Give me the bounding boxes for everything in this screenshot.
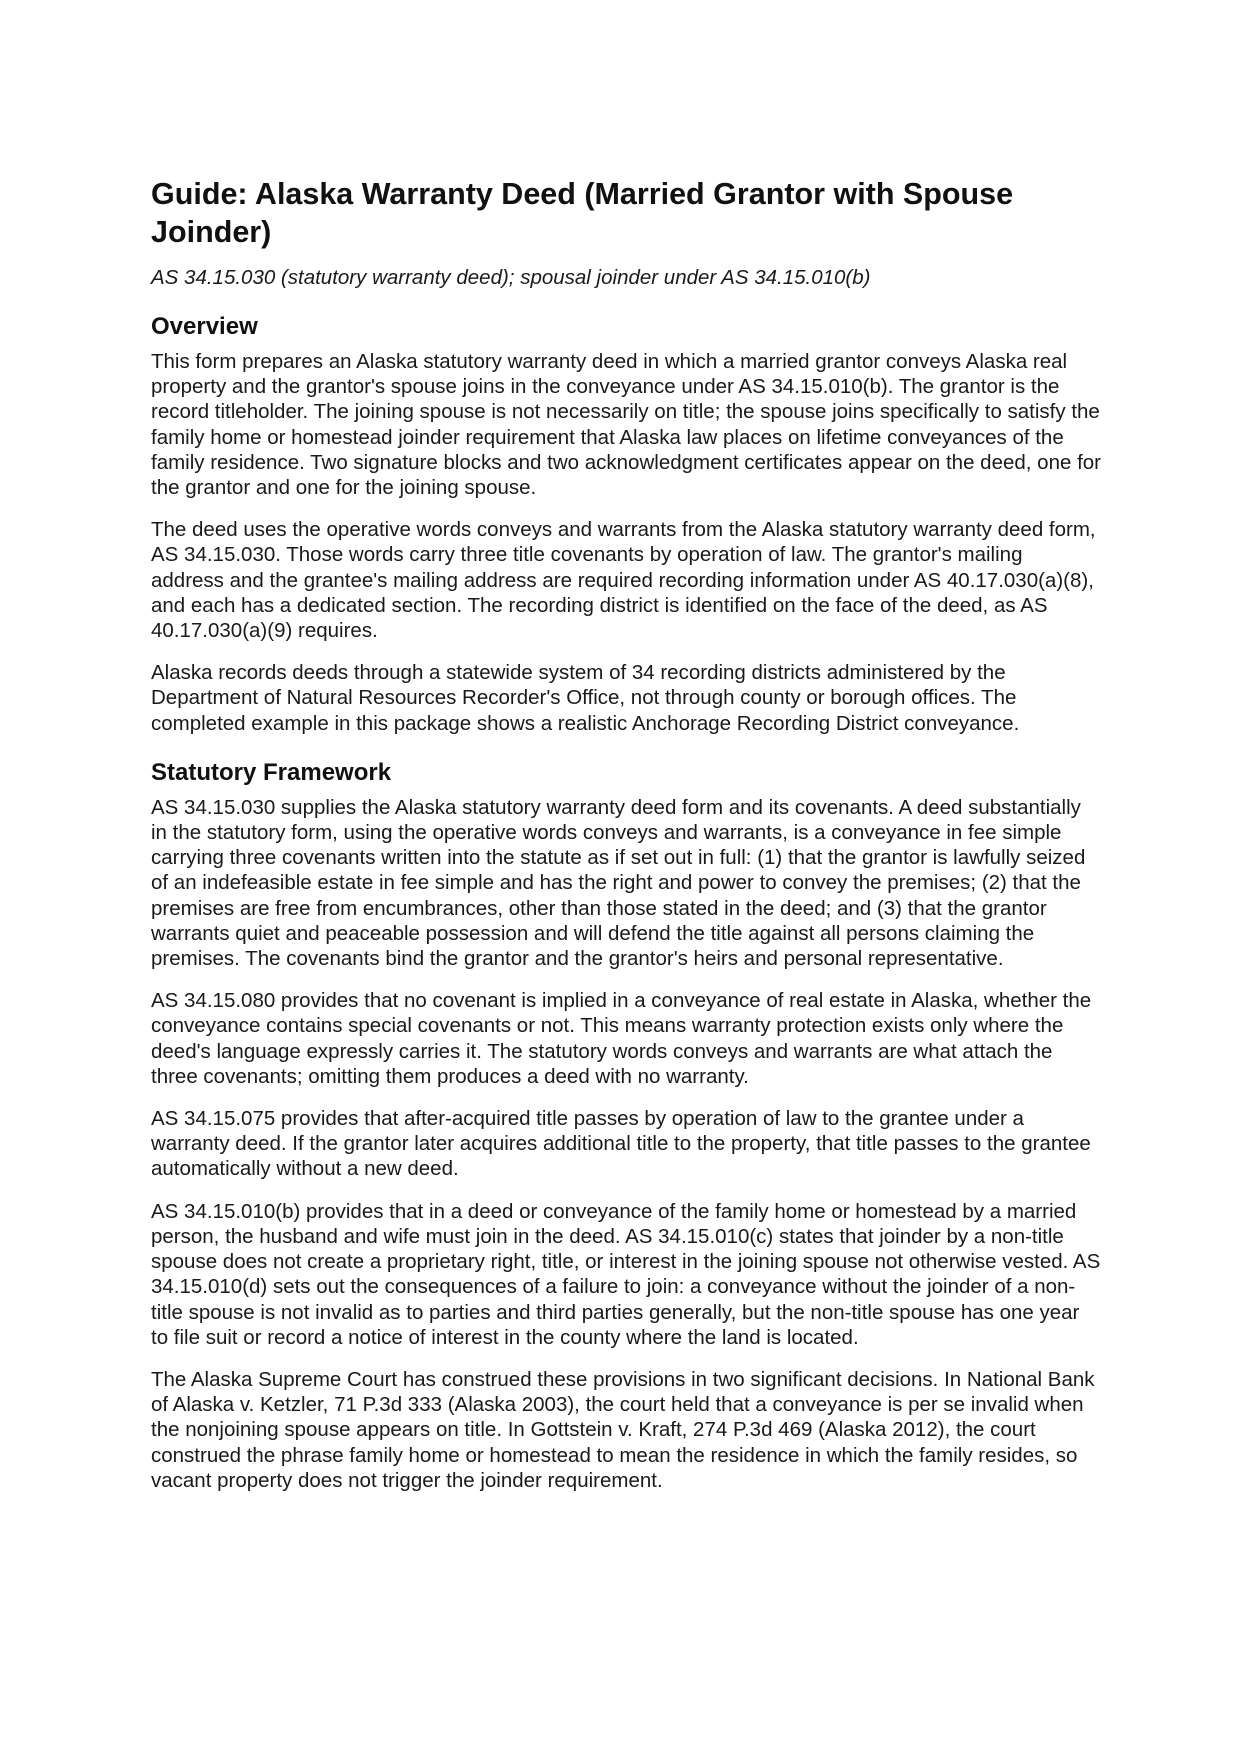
document-title: Guide: Alaska Warranty Deed (Married Grantor with Spouse Joinder) — [151, 177, 1014, 249]
section-overview — [151, 312, 1101, 736]
section-heading-overview: Overview — [151, 313, 258, 340]
overview-paragraph-1: This form prepares an Alaska statutory warranty deed in which a married grantor conveys Alaska real property and the grantor's spouse joins in the conveyance under AS 34.15.010(b). The grantor is the record titleholder. The joining spouse is not necessarily on title; the spouse joins specifically to satisfy the family home or homestead joinder requirement that Alaska law places on lifetime conveyances of the family residence. Two signature blocks and two acknowledgment certificates appear on the deed, one for the grantor and one for the joining spouse. — [151, 350, 1101, 500]
section-heading-statutory-framework: Statutory Framework — [151, 758, 392, 786]
overview-paragraph-2: The deed uses the operative words conveys and warrants from the Alaska statutory warranty deed form, AS 34.15.030. Those words carry three title covenants by operation of law. The grantor's mailing address and the grantee's mailing address are required recording information under AS 40.17.030(a)(8), and each has a dedicated section. The recording district is identified on the face of the deed, as AS 40.17.030(a)(9) requires. — [151, 518, 1096, 643]
framework-paragraph-4: AS 34.15.010(b) provides that in a deed or conveyance of the family home or homestead by a married person, the husband and wife must join in the deed. AS 34.15.010(c) states that joinder by a non-title spouse does not create a proprietary right, title, or interest in the joining spouse not otherwise vested. AS 34.15.010(d) sets out the consequences of a failure to join: a conveyance without the joinder of a non-title spouse is not invalid as to parties and third parties generally, but the non-title spouse has one year to file suit or record a notice of interest in the county where the land is located. — [151, 1199, 1101, 1349]
framework-paragraph-5: The Alaska Supreme Court has construed these provisions in two significant decisions. In National Bank of Alaska v. Ketzler, 71 P.3d 333 (Alaska 2003), the court held that a conveyance is per se invalid when the nonjoining spouse appears on title. In Gottstein v. Kraft, 274 P.3d 469 (Alaska 2012), the court construed the phrase family home or homestead to mean the residence in which the family resides, so vacant property does not trigger the joinder requirement. — [151, 1367, 1095, 1492]
framework-paragraph-2: AS 34.15.080 provides that no covenant is implied in a conveyance of real estate in Alaska, whether the conveyance contains special covenants or not. This means warranty protection exists only where the deed's language expressly carries it. The statutory words conveys and warrants are what attach the three covenants; omitting them produces a deed with no warranty. — [151, 989, 1092, 1088]
framework-paragraph-3: AS 34.15.075 provides that after-acquired title passes by operation of law to the grantee under a warranty deed. If the grantor later acquires additional title to the property, that title passes to the grantee automatically without a new deed. — [151, 1107, 1091, 1181]
section-statutory-framework — [151, 758, 1101, 1493]
document-subtitle: AS 34.15.030 (statutory warranty deed); spousal joinder under AS 34.15.010(b) — [151, 266, 871, 289]
framework-paragraph-1: AS 34.15.030 supplies the Alaska statutory warranty deed form and its covenants. A deed substantially in the statutory form, using the operative words conveys and warrants, is a conveyance in fee simple carrying three covenants written into the statute as if set out in full: (1) that the grantor is lawfully seized of an indefeasible estate in fee simple and has the right and power to convey the premises; (2) that the premises are free from encumbrances, other than those stated in the deed; and (3) that the grantor warrants quiet and peaceable possession and will defend the title against all persons claiming the premises. The covenants bind the grantor and the grantor's heirs and personal representative. — [151, 795, 1086, 971]
overview-paragraph-3: Alaska records deeds through a statewide system of 34 recording districts administered by the Department of Natural Resources Recorder's Office, not through county or borough offices. The completed example in this package shows a realistic Anchorage Recording District conveyance. — [151, 661, 1020, 735]
